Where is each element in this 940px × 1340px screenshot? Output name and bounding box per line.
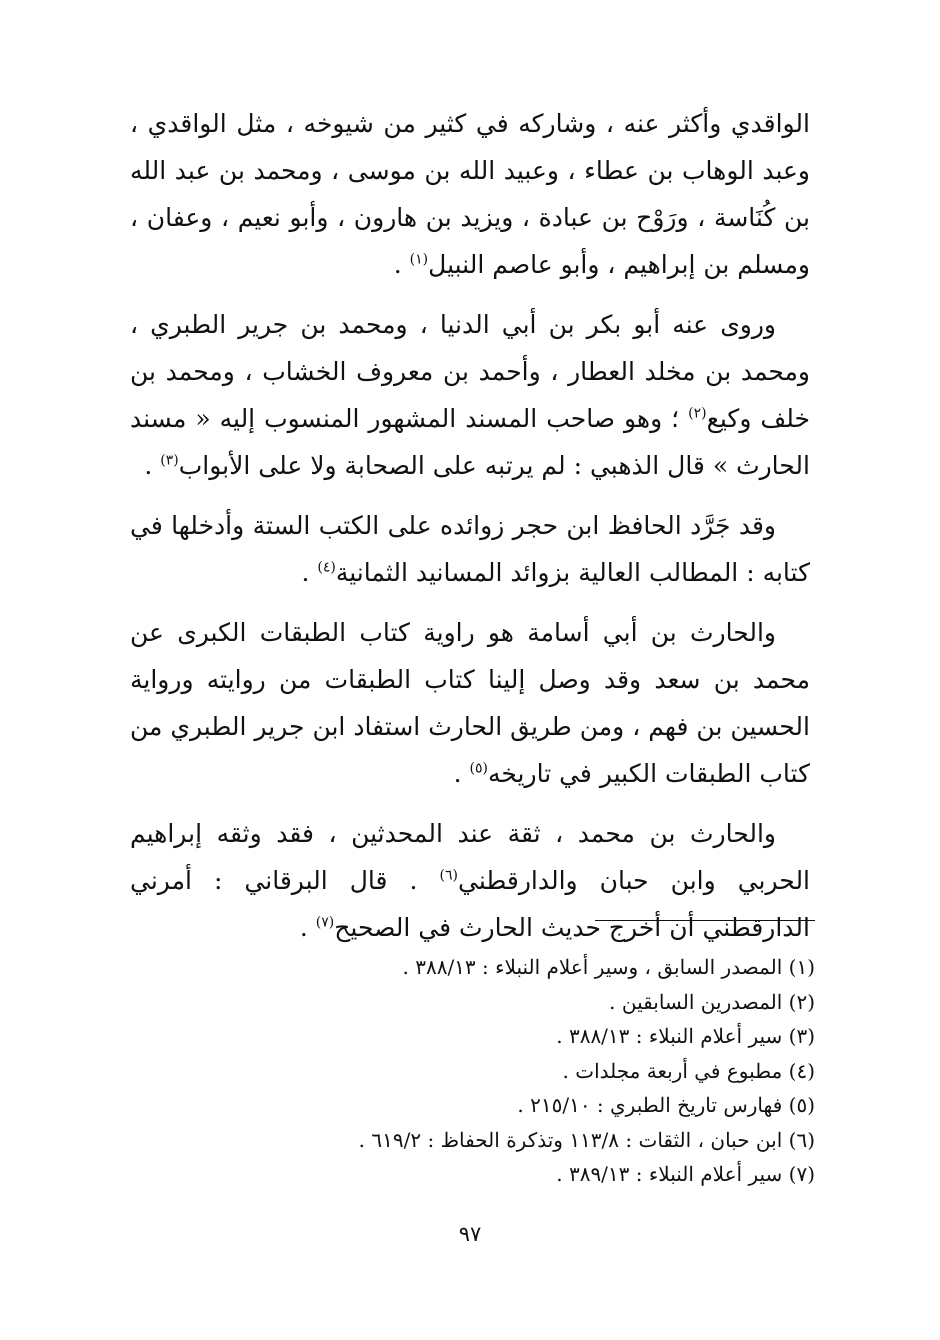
footnote-ref-6: (٦) [439, 867, 458, 884]
footnote-divider [595, 920, 815, 921]
paragraph-5: والحارث بن محمد ، ثقة عند المحدثين ، فقد وثقه إبراهيم الحربي وابن حبان والدارقطني$^{(٦)}$ . قال البرقاني : أمرني الدارقطني أن أخرج حديث الحارث في الصحيح$^{(٧)}$ . [130, 819, 811, 942]
footnote-1: (١) المصدر السابق ، وسير أعلام النبلاء : ٣٨٨/١٣ . [402, 955, 815, 979]
main-text [130, 100, 810, 964]
paragraph-4: والحارث بن أبي أسامة هو راوية كتاب الطبقات الكبرى عن محمد بن سعد وقد وصل إلينا كتاب الطبقات من روايته ورواية الحسين بن فهم ، ومن طريق الحارث استفاد ابن جرير الطبري من كتاب الطبقات الكبير في تاريخه$^{(٥)}$ . [130, 618, 810, 788]
footnote-ref-1: (١) [409, 251, 429, 268]
footnote-ref-7: (٧) [315, 914, 335, 931]
footnote-5: (٥) فهارس تاريخ الطبري : ٢١٥/١٠ . [517, 1093, 815, 1117]
footnote-ref-4: (٤) [317, 559, 336, 576]
footnote-4: (٤) مطبوع في أربعة مجلدات . [562, 1058, 815, 1083]
footnote-ref-5: (٥) [469, 760, 488, 777]
footnote-7: (٧) سير أعلام النبلاء : ٣٨٩/١٣ . [556, 1162, 815, 1186]
page-number: ٩٧ [458, 1222, 482, 1246]
footnote-ref-2: (٢) [688, 405, 707, 422]
footnote-2: (٢) المصدرين السابقين . [609, 989, 815, 1014]
footnote-6: (٦) ابن حبان ، الثقات : ١١٣/٨ وتذكرة الحفاظ : ٦١٩/٢ . [358, 1127, 815, 1152]
paragraph-1: الواقدي وأكثر عنه ، وشاركه في كثير من شيوخه ، مثل الواقدي ، وعبد الوهاب بن عطاء ، وعبيد الله بن موسى ، ومحمد بن عبد الله بن كُنَاسة ، ورَوْح بن عبادة ، ويزيد بن هارون ، وأبو نعيم ، وعفان ، ومسلم بن إبراهيم ، وأبو عاصم النبيل$^{(١)}$ . [130, 109, 810, 279]
footnote-ref-3: (٣) [160, 452, 179, 469]
paragraph-2: وروى عنه أبو بكر بن أبي الدنيا ، ومحمد بن جرير الطبري ، ومحمد بن مخلد العطار ، وأحمد بن معروف الخشاب ، ومحمد بن خلف وكيع$^{(٢)}$ ؛ وهو صاحب المسند المشهور المنسوب إليه « مسند الحارث » قال الذهبي : لم يرتبه على الصحابة ولا على الأبواب$^{(٣)}$ . [130, 310, 810, 480]
paragraph-3: وقد جَرَّد الحافظ ابن حجر زوائده على الكتب الستة وأدخلها في كتابه : المطالب العالية بزوائد المسانيد الثمانية$^{(٤)}$ . [130, 511, 810, 587]
footnotes [130, 950, 815, 1192]
footnote-3: (٣) سير أعلام النبلاء : ٣٨٨/١٣ . [556, 1024, 815, 1048]
